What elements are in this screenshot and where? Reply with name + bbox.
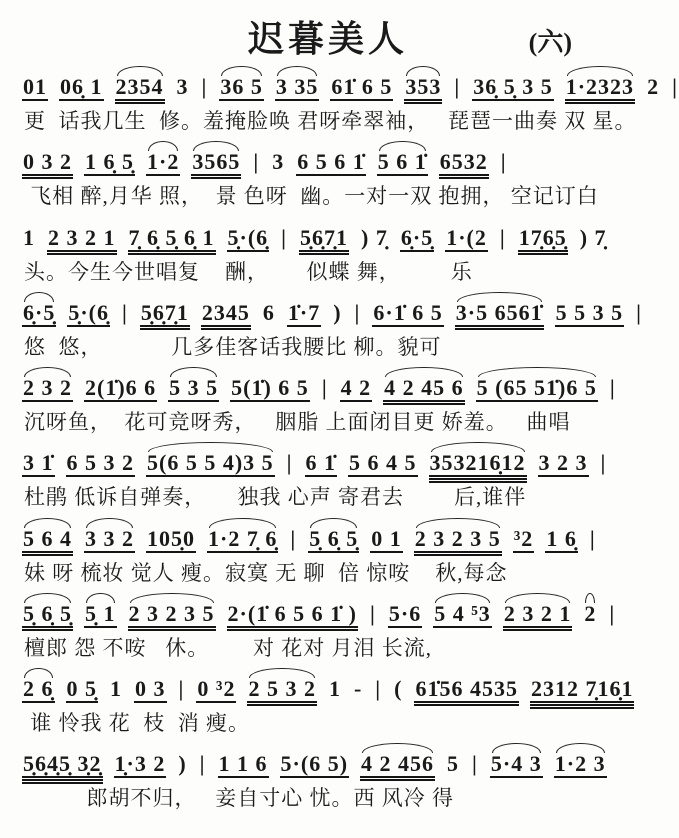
lyrics-line: 谁 怜我 花 枝 消 瘦。: [24, 711, 250, 735]
note-group: 0 3 2: [22, 151, 73, 182]
system: [18, 666, 638, 736]
note-group: 1 1 6: [218, 753, 269, 784]
note-group: 3 3 2: [84, 528, 135, 559]
note-group: 1·2323: [565, 76, 635, 107]
note-group: 2(1̇)6 6: [84, 377, 157, 408]
note-group: 2345: [201, 302, 251, 333]
note-group: 105̣0: [146, 528, 196, 559]
note-group: ³2: [513, 528, 535, 559]
notation-line: [18, 139, 638, 182]
note-group: 2·(1̇ 6 5 6 1̇ ): [227, 603, 359, 634]
note-group: 2 3 2 1: [47, 227, 117, 258]
note-group: 1·(2: [445, 227, 488, 258]
note-group: 2312 7̣16̣1: [530, 678, 635, 709]
note-group: 36 5: [219, 76, 264, 107]
note-group: 4 2 456: [360, 753, 435, 784]
note-group: 1: [110, 676, 122, 701]
barline-icon: |: [636, 299, 642, 325]
note-group: 6·1̇ 6 5: [372, 302, 443, 333]
note-group: 5̣6̣4̣5̣ 3̣2̣: [22, 753, 103, 784]
note-group: 61̇56 4535: [414, 678, 519, 709]
system: [18, 591, 638, 661]
system: [18, 516, 638, 586]
barline-icon: |: [375, 676, 382, 701]
note-group: (: [394, 676, 403, 701]
barline-icon: |: [253, 149, 260, 175]
barline-icon: |: [589, 525, 596, 551]
notation-line: [18, 440, 638, 483]
note-group: 5̣ 6̣ 5̣: [22, 603, 73, 634]
note-group: 5̣·(6̣: [67, 302, 110, 333]
note-group: 7̣ 6̣ 5̣ 6̣ 1: [128, 227, 216, 258]
notation-line: [18, 516, 638, 559]
note-group: 2 5 3 2: [247, 678, 317, 709]
note-group: 0 1: [370, 528, 403, 559]
system: [18, 139, 638, 209]
note-group: ): [333, 299, 342, 325]
note-group: 17̣6̣5̣: [518, 227, 568, 258]
note-group: 5̣ 6̣ 5̣: [308, 528, 359, 559]
barline-icon: |: [321, 375, 328, 400]
note-group: 1: [328, 676, 341, 701]
barline-icon: |: [370, 600, 376, 626]
note-group: 353: [404, 76, 442, 107]
lyrics-line: 更 话我几生 修。羞掩脸唤 君呀牵翠袖， 琵琶一曲奏 双 星。: [24, 109, 637, 133]
note-group: ): [178, 751, 187, 777]
song-title: 迟暮美人: [247, 18, 408, 59]
barline-icon: |: [609, 375, 616, 400]
note-group: 06̣ 1: [59, 76, 104, 107]
barline-icon: |: [499, 224, 506, 250]
note-group: 1·2 7̣ 6̣: [207, 528, 278, 559]
system: [18, 365, 638, 435]
note-group: 0 ³2: [196, 678, 236, 709]
note-group: 1̣·3 2: [114, 753, 167, 784]
note-group: 3·5 6561̇: [455, 302, 544, 333]
note-group: 2 3 2 1: [503, 603, 573, 634]
note-group: 6: [262, 299, 275, 325]
note-group: 61̇ 6 5: [330, 76, 393, 107]
notation-line: [18, 591, 638, 634]
notation-line: [18, 290, 642, 333]
note-group: 6̣·5̣: [22, 302, 56, 333]
note-group: 2 3 2 3 5: [414, 528, 502, 559]
barline-icon: |: [500, 149, 507, 175]
note-group: 3565: [191, 151, 241, 182]
note-group: 5 4 ⁵3: [433, 603, 492, 634]
note-group: 01: [22, 76, 48, 107]
barline-icon: |: [472, 751, 478, 777]
note-group: 5·6: [388, 603, 422, 634]
note-group: 6 5 3 2: [66, 452, 136, 483]
note-group: 5 (65 51̇)6 5: [476, 377, 598, 408]
note-group: 4 2: [340, 377, 373, 408]
note-group: -: [353, 676, 363, 701]
note-group: 3: [272, 149, 285, 175]
note-group: 5 6 4 5: [348, 452, 418, 483]
note-group: 2354: [115, 76, 165, 107]
note-group: 5̣6̣7̣1: [140, 302, 190, 333]
note-group: 5(1̇) 6 5: [230, 377, 310, 408]
note-group: 5 3 5: [168, 377, 219, 408]
system: [18, 64, 678, 134]
system: [18, 741, 638, 811]
system: [18, 290, 642, 360]
note-group: 5: [447, 751, 460, 777]
barline-icon: |: [290, 525, 297, 551]
notation-line: [18, 365, 638, 408]
song-part-number: (六): [528, 28, 572, 57]
notation-line: [18, 741, 638, 784]
note-group: ) 7̣: [579, 224, 607, 250]
barline-icon: |: [454, 74, 461, 99]
score: [18, 64, 678, 812]
note-group: 5̣·(6̣: [227, 227, 270, 258]
note-group: 4 2 45 6: [383, 377, 465, 408]
note-group: 6 1̇: [305, 452, 338, 483]
note-group: 1 6̣: [545, 528, 578, 559]
note-group: 5̣ 1: [84, 603, 117, 634]
note-group: 3 35: [275, 76, 320, 107]
note-group: 5 6 1̇: [377, 151, 428, 182]
lyrics-line: 沉呀鱼， 花可竞呀秀， 胭脂 上面闭目更 娇羞。 曲唱: [24, 410, 571, 434]
note-group: 0 3: [134, 678, 167, 709]
barline-icon: |: [609, 600, 616, 626]
note-group: 6 5 6 1̇: [296, 151, 366, 182]
note-group: ) 7̣: [361, 224, 388, 250]
note-group: 3 1̇: [22, 452, 55, 483]
note-group: 1̇·7: [287, 302, 321, 333]
note-group: 1·2: [146, 151, 180, 182]
lyrics-line: 妹 呀 梳妆 觉人 瘦。寂寞 无 聊 倍 惊咹 秋,每念: [24, 560, 508, 585]
lyrics-line: 杜鹃 低诉自弹奏， 独我 心声 寄君去 后,谁伴: [24, 485, 527, 510]
note-group: 353216̣12: [429, 452, 527, 483]
barline-icon: |: [672, 74, 678, 99]
note-group: 36̣ 5̣ 3 5: [472, 76, 554, 107]
barline-icon: |: [286, 450, 293, 476]
lyrics-line: 飞相 醉,月华 照， 景 色呀 幽。一对一双 抱拥， 空记订白: [24, 184, 599, 209]
barline-icon: |: [201, 74, 208, 99]
barline-icon: |: [600, 450, 607, 476]
note-group: 1: [23, 224, 35, 250]
notation-line: [18, 215, 638, 258]
barline-icon: |: [354, 299, 361, 325]
note-group: 5·(6 5): [280, 753, 350, 784]
system: [18, 215, 638, 285]
note-group: 1·2 3: [554, 753, 607, 784]
note-group: 5 5 3 5: [555, 302, 625, 333]
note-group: 2 3 2 3 5: [128, 603, 216, 634]
note-group: 5 6 4: [22, 528, 73, 559]
barline-icon: |: [281, 224, 288, 250]
note-group: 2 3 2: [22, 377, 73, 408]
title-row: [18, 10, 638, 62]
note-group: 2: [647, 74, 660, 99]
note-group: 3 2 3: [538, 452, 589, 483]
lyrics-line: 郎胡不归， 妾自寸心 忧。西 风冷 得: [24, 786, 454, 811]
note-group: 5·4 3: [490, 753, 543, 784]
barline-icon: |: [199, 751, 206, 777]
notation-line: [18, 666, 638, 709]
barline-icon: |: [122, 299, 128, 325]
note-group: 5(6 5 5 4)3 5: [146, 452, 275, 483]
note-group: 5̣6̣7̣1: [299, 227, 349, 258]
note-group: 2: [583, 603, 597, 634]
lyrics-line: 悠 悠， 几多佳客话我腰比 柳。貌可: [24, 334, 442, 359]
note-group: 1 6̣ 5̣: [84, 151, 135, 182]
note-group: 6532: [439, 151, 489, 182]
note-group: 2 6̣: [22, 678, 55, 709]
lyrics-line: 头。今生今世唱复 酬， 似蝶 舞， 乐: [24, 259, 473, 284]
note-group: 6̣·5̣: [400, 227, 434, 258]
barline-icon: |: [178, 676, 185, 701]
system: [18, 440, 638, 510]
notation-line: [18, 64, 678, 107]
note-group: 0 5̣: [66, 678, 99, 709]
lyrics-line: 檀郎 怨 不咹 休。 对 花对 月泪 长流,: [24, 635, 432, 660]
note-group: 3: [176, 74, 189, 99]
